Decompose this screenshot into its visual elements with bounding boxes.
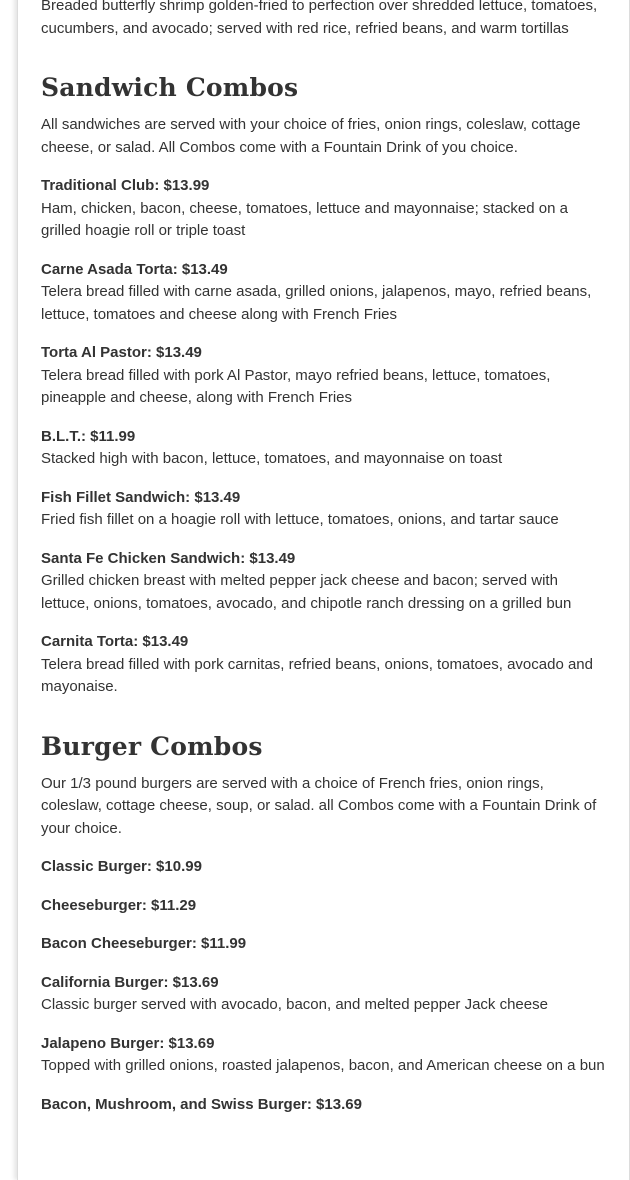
menu-item (41, 972, 607, 1017)
menu-item-name: Bacon, Mushroom, and Swiss Burger: $13.69 (41, 1095, 362, 1113)
menu-item-description: Telera bread filled with pork carnitas, refried beans, onions, tomatoes, avocado and mayonaise. (41, 655, 593, 695)
menu-item (41, 856, 607, 879)
menu-item (41, 1033, 607, 1078)
menu-item (41, 487, 607, 532)
menu-item (41, 631, 607, 699)
sandwich-combos-description: All sandwiches are served with your choice of fries, onion rings, coleslaw, cottage cheese, or salad. All Combos come with a Fountain Drink of you choice. (41, 116, 581, 156)
previous-item-description: Breaded butterfly shrimp golden-fried to perfection over shredded lettuce, tomatoes, cucumbers, and avocado; served with red rice, refried beans, and warm tortillas (41, 0, 598, 37)
burger-combos-heading: Burger Combos (41, 731, 263, 761)
menu-item-description: Stacked high with bacon, lettuce, tomatoes, and mayonnaise on toast (41, 450, 503, 467)
menu-item-name: Carnita Torta: $13.49 (41, 633, 189, 650)
sandwich-combos-section (41, 73, 607, 699)
menu-item-name: Traditional Club: $13.99 (41, 177, 210, 194)
menu-item (41, 342, 607, 410)
menu-item-description: Fried fish fillet on a hoagie roll with lettuce, tomatoes, onions, and tartar sauce (41, 511, 559, 528)
menu-item-name: Jalapeno Burger: $13.69 (41, 1034, 215, 1052)
menu-item-description: Topped with grilled onions, roasted jalapenos, bacon, and American cheese on a bun (41, 1057, 605, 1074)
menu-item-name: Santa Fe Chicken Sandwich: $13.49 (41, 549, 296, 567)
menu-item-description: Ham, chicken, bacon, cheese, tomatoes, lettuce and mayonnaise; stacked on a grilled hoagie roll or triple toast (41, 199, 568, 239)
sandwich-combos-heading: Sandwich Combos (41, 73, 299, 102)
burger-combos-section (41, 732, 607, 1117)
menu-item (41, 933, 607, 956)
burger-items-list (41, 856, 607, 1116)
menu-item-name: Bacon Cheeseburger: $11.99 (41, 935, 247, 952)
menu-content (41, 0, 607, 1132)
menu-item-name: California Burger: $13.69 (41, 973, 219, 991)
menu-item (41, 895, 607, 918)
burger-combos-description: Our 1/3 pound burgers are served with a choice of French fries, onion rings, coleslaw, cottage cheese, soup, or salad. all Combos come with a Fountain Drink of your choice. (41, 774, 597, 837)
menu-item-name: Torta Al Pastor: $13.49 (41, 344, 202, 361)
menu-item-description: Telera bread filled with pork Al Pastor, mayo refried beans, lettuce, tomatoes, pineapple and cheese, along with French Fries (41, 366, 551, 406)
menu-item-description: Grilled chicken breast with melted pepper jack cheese and bacon; served with lettuce, onions, tomatoes, avocado, and chipotle ranch dressing on a grilled bun (41, 572, 572, 612)
menu-item-name: Fish Fillet Sandwich: $13.49 (41, 488, 241, 506)
sandwich-items-list (41, 175, 607, 699)
menu-item (41, 426, 607, 471)
menu-item-name: Classic Burger: $10.99 (41, 858, 202, 875)
menu-item (41, 1094, 607, 1117)
menu-item-description: Telera bread filled with carne asada, grilled onions, jalapenos, mayo, refried beans, lettuce, tomatoes and cheese along with French Fries (41, 283, 592, 323)
menu-item (41, 259, 607, 327)
menu-item (41, 175, 607, 243)
menu-item-name: Carne Asada Torta: $13.49 (41, 260, 228, 278)
menu-item-description: Classic burger served with avocado, bacon, and melted pepper Jack cheese (41, 996, 548, 1013)
menu-item (41, 548, 607, 616)
menu-item-name: B.L.T.: $11.99 (41, 427, 136, 445)
menu-item-name: Cheeseburger: $11.29 (41, 896, 197, 914)
